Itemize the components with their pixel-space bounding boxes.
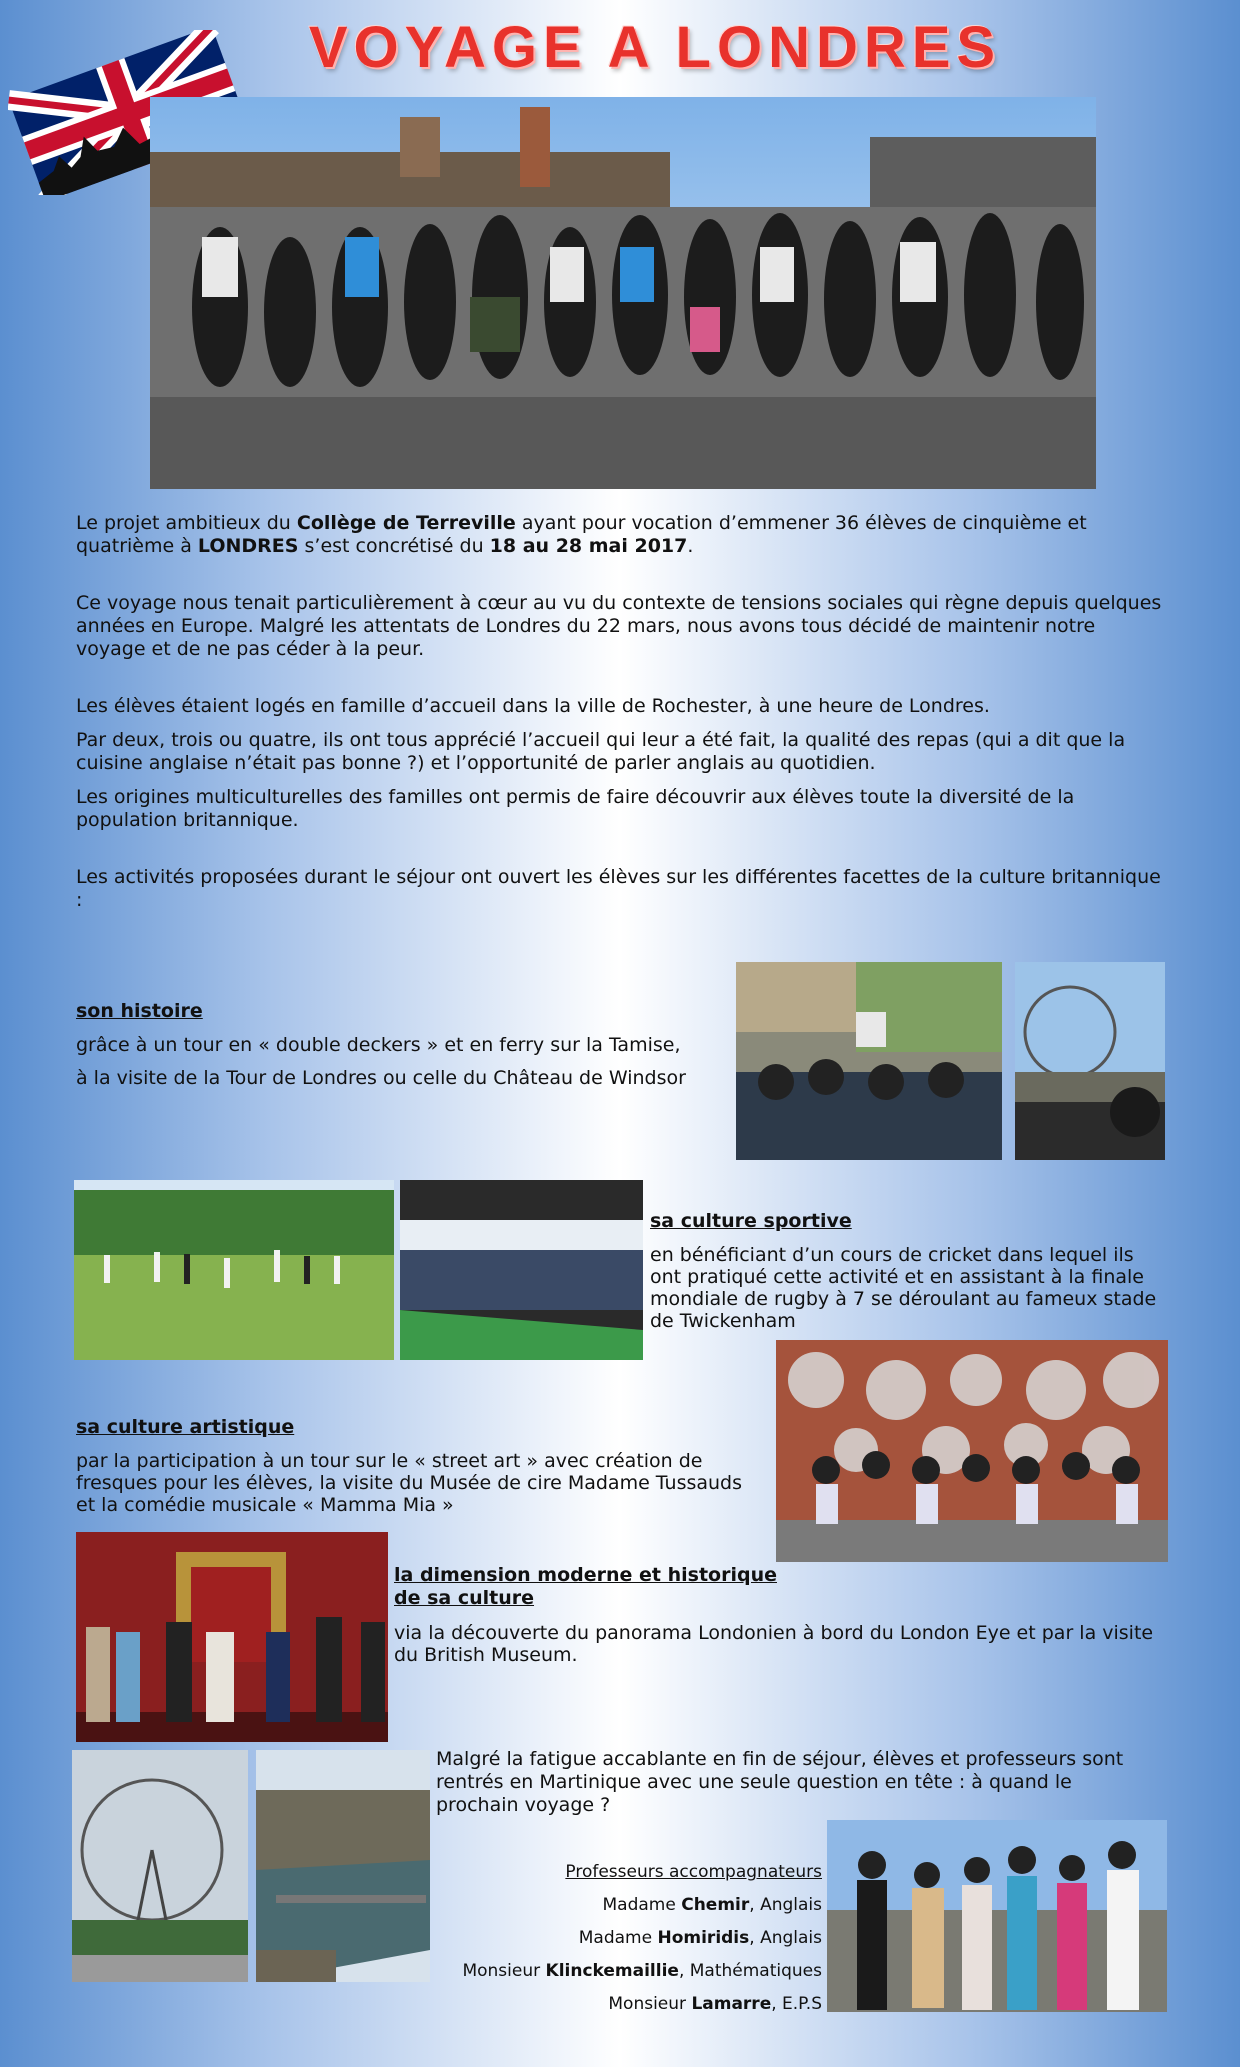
trip-dates: 18 au 28 mai 2017: [489, 535, 688, 557]
destination-name: LONDRES: [197, 535, 299, 557]
section-heading-art: sa culture artistique: [76, 1416, 295, 1438]
section-text-histoire: [76, 1034, 716, 1101]
section-text-sport: en bénéficiant d’un cours de cricket dans lequel ils ont pratiqué cette activité et en assistant à la finale mondiale de rugby à 7 se déroulant au fameux stade de Twickenham: [650, 1244, 1157, 1332]
street-art-photo: [776, 1340, 1168, 1562]
intro-paragraph-6: Les activités proposées durant le séjour ont ouvert les élèves sur les différentes facettes de la culture britannique :: [76, 866, 1161, 911]
page-title: VOYAGE A LONDRES: [308, 15, 1002, 80]
teacher-entry: [430, 1922, 822, 1955]
teachers-photo: [827, 1820, 1167, 2012]
bus-tour-photo: [736, 962, 1002, 1160]
histoire-line-1: grâce à un tour en « double deckers » et en ferry sur la Tamise,: [76, 1034, 681, 1056]
teachers-list: [430, 1856, 822, 2021]
section-text-moderne: via la découverte du panorama Londonien à bord du London Eye et par la visite du British Museum.: [394, 1622, 1154, 1666]
intro-text-fragment: ayant pour vocation d’emmener 36 élèves de cinquième et quatrième à: [76, 512, 1087, 557]
teacher-entry: [430, 1889, 822, 1922]
section-heading-histoire: son histoire: [76, 1000, 203, 1022]
madame-tussauds-photo: [76, 1532, 388, 1742]
intro-paragraph-3: Les élèves étaient logés en famille d’accueil dans la ville de Rochester, à une heure de Londres.: [76, 695, 990, 717]
teacher-subject: , E.P.S: [771, 1994, 822, 2014]
section-heading-sport: sa culture sportive: [650, 1210, 852, 1232]
section-text-art: par la participation à un tour sur le « street art » avec création de fresques pour les élèves, la visite du Musée de cire Madame Tussauds et la comédie musicale « Mamma Mia »: [76, 1450, 743, 1516]
teacher-entry: [430, 1955, 822, 1988]
london-eye-river-photo: [1015, 962, 1165, 1160]
intro-paragraph-2: Ce voyage nous tenait particulièrement à cœur au vu du contexte de tensions sociales qui règne depuis quelques années en Europe. Malgré les attentats de Londres du 22 mars, nous avons tous décidé de maintenir notre voyage et de ne pas céder à la peur.: [76, 592, 1162, 660]
cricket-photo: [74, 1180, 394, 1360]
intro-text: [76, 512, 1166, 923]
thames-panorama-photo: [256, 1750, 430, 1982]
section-heading-moderne: la dimension moderne et historique de sa culture: [394, 1564, 777, 1609]
teacher-subject: , Mathématiques: [678, 1961, 822, 1981]
intro-paragraph-1: [76, 512, 1166, 558]
teacher-subject: , Anglais: [749, 1928, 822, 1948]
teacher-name: Chemir: [681, 1895, 750, 1915]
teachers-heading: Professeurs accompagnateurs: [565, 1862, 822, 1882]
teacher-title: Madame: [602, 1895, 682, 1915]
rugby-stadium-photo: [400, 1180, 643, 1360]
teacher-title: Monsieur: [608, 1994, 692, 2014]
histoire-line-2: à la visite de la Tour de Londres ou celle du Château de Windsor: [76, 1067, 686, 1089]
london-eye-photo: [72, 1750, 248, 1982]
group-photo: [150, 97, 1096, 489]
teacher-title: Monsieur: [462, 1961, 546, 1981]
intro-text-fragment: s’est concrétisé du: [298, 535, 490, 557]
teacher-name: Klinckemaillie: [545, 1961, 679, 1981]
intro-text-fragment: .: [687, 535, 694, 557]
college-name: Collège de Terreville: [296, 512, 516, 534]
teacher-title: Madame: [578, 1928, 658, 1948]
teacher-name: Homiridis: [657, 1928, 750, 1948]
teacher-subject: , Anglais: [749, 1895, 822, 1915]
teacher-entry: [430, 1988, 822, 2021]
intro-text-fragment: Le projet ambitieux du: [76, 512, 297, 534]
intro-paragraph-4: Par deux, trois ou quatre, ils ont tous apprécié l’accueil qui leur a été fait, la qualité des repas (qui a dit que la cuisine anglaise n’était pas bonne ?) et l’opportunité de parler anglais au quotidien.: [76, 729, 1126, 774]
intro-paragraph-5: Les origines multiculturelles des familles ont permis de faire découvrir aux élèves toute la diversité de la population britannique.: [76, 786, 1075, 831]
conclusion-text: Malgré la fatigue accablante en fin de séjour, élèves et professeurs sont rentrés en Martinique avec une seule question en tête : à quand le prochain voyage ?: [436, 1748, 1124, 1816]
teacher-name: Lamarre: [691, 1994, 772, 2014]
